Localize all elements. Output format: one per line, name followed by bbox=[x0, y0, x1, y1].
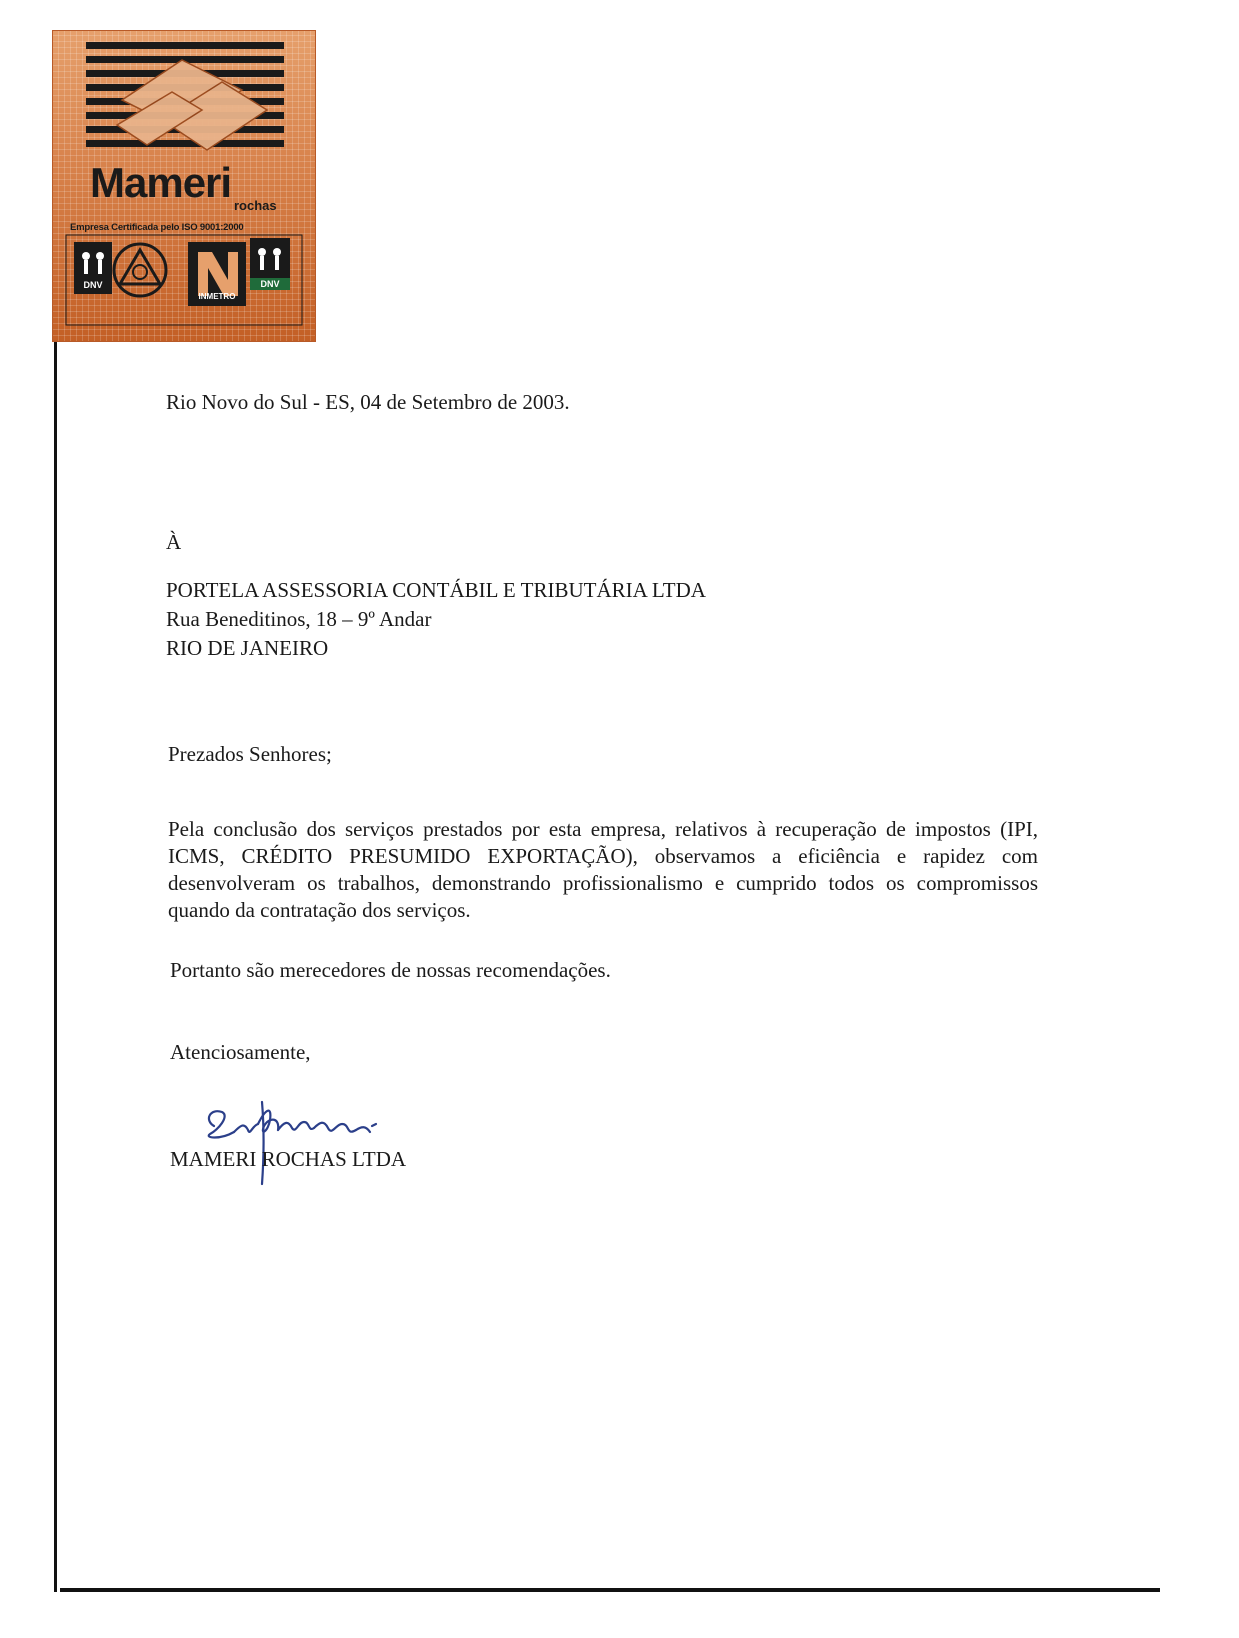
letter-addressee-prefix: À bbox=[166, 530, 182, 554]
recipient-street: Rua Beneditinos, 18 – 9º Andar bbox=[166, 607, 432, 631]
letter-date: Rio Novo do Sul - ES, 04 de Setembro de 2003. bbox=[166, 390, 570, 414]
letter-sign-off: Atenciosamente, bbox=[170, 1040, 311, 1064]
dnv-badge-right: DNV bbox=[260, 279, 280, 289]
recipient-address-block bbox=[166, 576, 706, 663]
letter-greeting: Prezados Senhores; bbox=[168, 742, 332, 766]
recipient-company: PORTELA ASSESSORIA CONTÁBIL E TRIBUTÁRIA LTDA bbox=[166, 578, 706, 602]
recipient-city: RIO DE JANEIRO bbox=[166, 636, 329, 660]
company-logo bbox=[52, 30, 316, 342]
letter-closing-note: Portanto são merecedores de nossas recomendações. bbox=[170, 958, 611, 982]
logo-subtitle: rochas bbox=[234, 198, 277, 213]
logo-brand-name: Mameri bbox=[90, 159, 232, 206]
signing-company-name: MAMERI ROCHAS LTDA bbox=[170, 1147, 407, 1171]
letter-body-paragraph: Pela conclusão dos serviços prestados por esta empresa, relativos à recuperação de impostos (IPI, ICMS, CRÉDITO PRESUMIDO EXPORTAÇÃO), observamos a eficiência e rapidez com desenvolveram os trabalhos, demonstrando profissionalismo e cumprido todos os compromissos quando da contratação dos serviços. bbox=[168, 817, 1038, 922]
dnv-badge-left: DNV bbox=[83, 280, 103, 290]
page-border-bottom bbox=[60, 1588, 1160, 1592]
logo-certification: Empresa Certificada pelo ISO 9001:2000 bbox=[70, 222, 244, 233]
page-border-left bbox=[54, 300, 57, 1592]
inmetro-badge: INMETRO bbox=[198, 292, 236, 301]
